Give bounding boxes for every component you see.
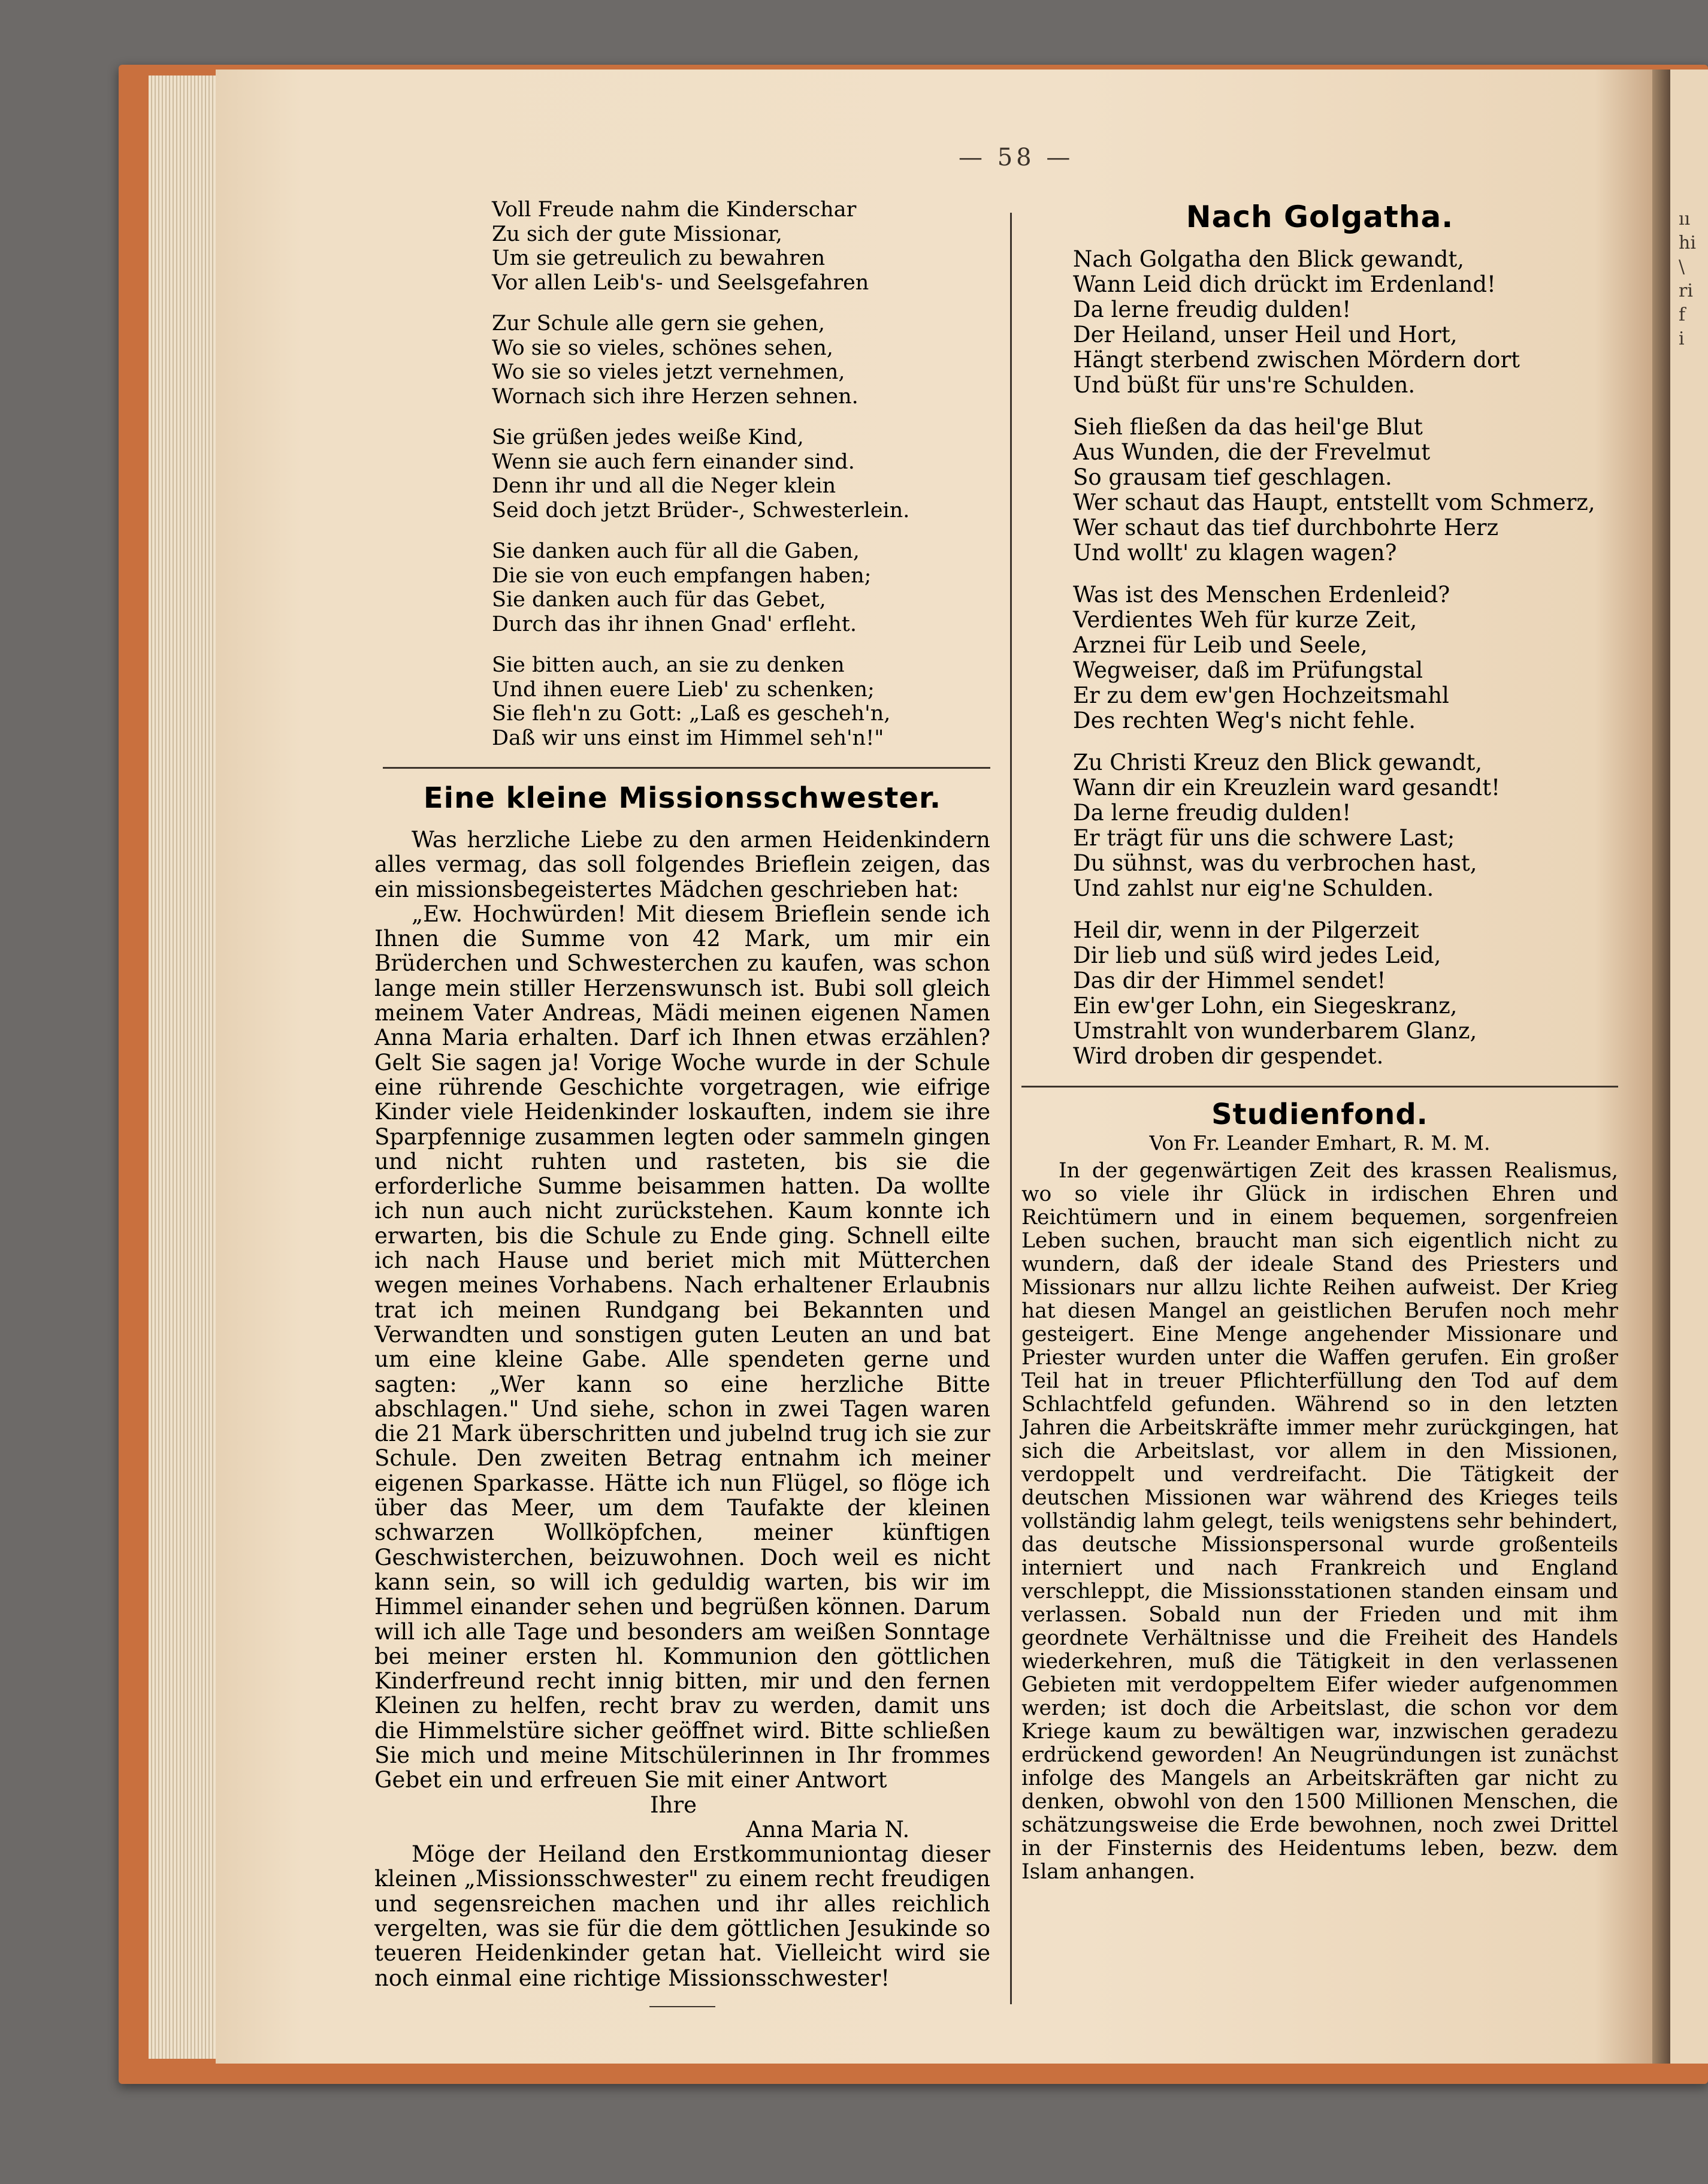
poem-line: Ein ew'ger Lohn, ein Siegeskranz, <box>1073 993 1458 1019</box>
poem-line: Sie danken auch für das Gebet, <box>492 588 826 612</box>
poem-line: Sie fleh'n zu Gott: „Laß es gescheh'n, <box>492 702 891 726</box>
poem-line: Sieh fließen da das heil'ge Blut <box>1073 414 1423 440</box>
poem-line: Was ist des Menschen Erdenleid? <box>1073 582 1450 608</box>
poem-line: Wann Leid dich drückt im Erdenland! <box>1073 271 1496 297</box>
next-page-fragment: f <box>1679 304 1686 325</box>
section-rule-right <box>1021 1086 1618 1088</box>
poem-line: Da lerne freudig dulden! <box>1073 800 1352 826</box>
poem-stanza <box>1073 415 1618 566</box>
poem-line: Und wollt' zu klagen wagen? <box>1073 540 1397 566</box>
poem-stanza <box>492 425 990 522</box>
poem-stanza <box>1073 582 1618 733</box>
poem-line: Des rechten Weg's nicht fehle. <box>1073 708 1416 733</box>
poem-line: Daß wir uns einst im Himmel seh'n!" <box>492 726 884 750</box>
byline: Von Fr. Leander Emhart, R. M. M. <box>1149 1131 1491 1155</box>
poem-line: Wann dir ein Kreuzlein ward gesandt! <box>1073 775 1501 801</box>
poem-line: Arznei für Leib und Seele, <box>1073 632 1368 658</box>
poem-line: Wo sie so vieles jetzt vernehmen, <box>492 360 845 384</box>
poem-line: Wenn sie auch fern einander sind. <box>492 449 855 474</box>
poem-line: Hängt sterbend zwischen Mördern dort <box>1073 347 1520 373</box>
column-divider <box>1010 213 1012 2004</box>
poem-line: Nach Golgatha den Blick gewandt, <box>1073 246 1465 272</box>
golgatha-poem <box>1021 247 1618 1069</box>
poem-line: Zu sich der gute Missionar, <box>492 222 782 246</box>
studienfond-title: Studienfond. <box>1211 1098 1428 1131</box>
studienfond-body <box>1021 1159 1618 1884</box>
article-paragraph: „Ew. Hochwürden! Mit diesem Brieflein sende ich Ihnen die Summe von 42 Mark, um mir ein Brüderchen und Schwesterchen zu kaufen, was schon lange mein stiller Herzenswunsch ist. Bubi soll gleich meinem Vater Andreas, Mädi meinen eigenen Namen Anna Maria erhalten. Darf ich Ihnen etwas erzählen? Gelt Sie sagen ja! Vorige Woche wurde in der Schule eine rührende Geschichte vorgetragen, wie eifrige Kinder viele Heidenkinder loskauften, indem sie ihre Sparpfennige zusammen legten oder sammeln gingen und nicht ruhten und rasteten, bis sie die erforderliche Summe beisammen hatten. Da wollte ich nun auch nicht zurückstehen. Kaum konnte ich erwarten, bis die Schule zu Ende ging. Schnell eilte ich nach Hause und beriet mich mit Mütterchen wegen meines Vorhabens. Nach erhaltener Erlaubnis trat ich meinen Rundgang bei Bekannten und Verwandten und sonstigen guten Leuten an und bat um eine kleine Gabe. Alle spendeten gerne und sagten: „Wer kann so eine herzliche Bitte abschlagen." Und siehe, schon in zwei Tagen waren die 21 Mark überschritten und jubelnd trug ich sie zur Schule. Den zweiten Betrag entnahm ich meiner eigenen Sparkasse. Hätte ich nun Flügel, so flöge ich über das Meer, um dem Taufakte der kleinen schwarzen Wollköpfchen, meiner künftigen Geschwisterchen, beizuwohnen. Doch weil es nicht kann sein, so will ich geduldig warten, bis wir im Himmel einander sehen und begrüßen können. Darum will ich alle Tage und besonders am weißen Sonntage bei meiner ersten hl. Kommunion den göttlichen Kinderfreund recht innig bitten, mir und den fernen Kleinen zu helfen, recht brav zu werden, damit uns die Himmelstüre sicher geöffnet wird. Bitte schließen Sie mich und meine Mitschülerinnen in Ihr frommes Gebet ein und erfreuen Sie mit einer Antwort <box>374 901 990 1793</box>
poem-line: Die sie von euch empfangen haben; <box>492 563 872 588</box>
poem-line: Wer schaut das Haupt, entstellt vom Schmerz, <box>1073 490 1595 515</box>
poem-line: Du sühnst, was du verbrochen hast, <box>1073 850 1477 876</box>
article-paragraph: Was herzliche Liebe zu den armen Heidenkindern alles vermag, das soll folgendes Brieflein zeigen, das ein missionsbegeistertes Mädchen geschrieben hat: <box>374 827 990 902</box>
poem-line: Umstrahlt von wunderbarem Glanz, <box>1073 1018 1477 1044</box>
next-page-fragment: ri <box>1679 280 1693 301</box>
end-rule <box>649 2006 715 2007</box>
next-page-fragment: i <box>1679 328 1685 349</box>
poem-line: So grausam tief geschlagen. <box>1073 464 1392 490</box>
poem-line: Zur Schule alle gern sie gehen, <box>492 312 826 336</box>
poem-line: Und büßt für uns're Schulden. <box>1073 372 1416 398</box>
poem-line: Durch das ihr ihnen Gnad' erfleht. <box>492 612 857 636</box>
poem-line: Wornach sich ihre Herzen sehnen. <box>492 384 858 409</box>
left-column <box>374 198 990 2007</box>
poem-line: Sie grüßen jedes weiße Kind, <box>492 425 804 449</box>
right-column <box>1021 198 1618 1884</box>
poem-stanza <box>492 653 990 750</box>
poem-line: Verdientes Weh für kurze Zeit, <box>1073 607 1417 633</box>
studienfond-text: In der gegenwärtigen Zeit des krassen Realismus, wo so viele ihr Glück in irdischen Ehren und Reichtümern und in einem bequemen, sorgenfreien Leben suchen, braucht man sich eigentlich nicht zu wundern, daß der ideale Stand des Priesters und Missionars nur allzu lichte Reihen aufweist. Der Krieg hat diesen Mangel an geistlichen Berufen noch mehr gesteigert. Eine Menge angehender Missionare und Priester wurden unter die Waffen gerufen. Ein großer Teil hat in treuer Pflichterfüllung den Tod auf dem Schlachtfeld gefunden. Während so in den letzten Jahren die Arbeitskräfte immer mehr zurückgingen, hat sich die Arbeitslast, vor allem in den Missionen, verdoppelt und verdreifacht. Die Tätigkeit der deutschen Missionen war während des Krieges teils vollständig lahm gelegt, teils wenigstens sehr behindert, das deutsche Missionspersonal wurde großenteils interniert und nach Frankreich und England verschleppt, die Missionsstationen standen einsam und verlassen. Sobald nun der Frieden und mit ihm geordnete Verhältnisse und die Freiheit des Handels wiederkehren, muß die Tätigkeit in den verlassenen Gebieten mit verdoppeltem Eifer wieder aufgenommen werden; ist doch die Arbeitslast, die schon vor dem Kriege kaum zu bewältigen war, inzwischen geradezu erdrückend geworden! An Neugründungen ist zunächst infolge des Mangels an Arbeitskräften gar nicht zu denken, obwohl von den 1500 Millionen Menschen, die schätzungsweise die Erde bewohnen, noch zwei Drittel in der Finsternis des Heidentums leben, bezw. dem Islam anhangen. <box>1021 1159 1618 1884</box>
poem-line: Heil dir, wenn in der Pilgerzeit <box>1073 917 1419 943</box>
poem-stanza <box>1073 247 1618 398</box>
poem-line: Und zahlst nur eig'ne Schulden. <box>1073 875 1434 901</box>
article-title: Eine kleine Missionsschwester. <box>423 781 942 815</box>
poem-stanza <box>492 539 990 636</box>
signature: Anna Maria N. <box>746 1816 910 1842</box>
book-gutter <box>1652 70 1670 2064</box>
poem-line: Er trägt für uns die schwere Last; <box>1073 825 1455 851</box>
poem-line: Aus Wunden, die der Frevelmut <box>1073 439 1431 465</box>
poem-line: Der Heiland, unser Heil und Hort, <box>1073 322 1458 348</box>
page-number: — 58 — <box>959 144 1074 171</box>
poem-line: Seid doch jetzt Brüder-, Schwesterlein. <box>492 498 910 522</box>
poem-line: Und ihnen euere Lieb' zu schenken; <box>492 677 875 702</box>
final-paragraph: Möge der Heiland den Erstkommuniontag dieser kleinen „Missionsschwester" zu einem recht freudigen und segensreichen machen und ihr alles reichlich vergelten, was sie für die dem göttlichen Jesukinde so teueren Heidenkinder getan hat. Vielleicht wird sie noch einmal eine richtige Missionsschwester! <box>374 1841 990 1991</box>
poem-stanza <box>1073 918 1618 1069</box>
poem-line: Sie danken auch für all die Gaben, <box>492 539 860 563</box>
poem-stanza <box>492 198 990 295</box>
article-body <box>374 827 990 1793</box>
poem-line: Wird droben dir gespendet. <box>1073 1043 1384 1069</box>
poem-line: Zu Christi Kreuz den Blick gewandt, <box>1073 750 1483 775</box>
poem-line: Da lerne freudig dulden! <box>1073 297 1352 322</box>
poem-line: Um sie getreulich zu bewahren <box>492 246 826 270</box>
article-final-paragraph <box>374 1842 990 1990</box>
next-page-edge <box>1670 70 1708 2064</box>
poem-stanza <box>492 312 990 409</box>
poem-line: Wegweiser, daß im Prüfungstal <box>1073 657 1423 683</box>
next-page-fragment: hi <box>1679 232 1696 253</box>
poem-line: Er zu dem ew'gen Hochzeitsmahl <box>1073 682 1449 708</box>
missionary-poem <box>374 198 990 750</box>
poem-line: Sie bitten auch, an sie zu denken <box>492 653 845 677</box>
poem-stanza <box>1073 750 1618 901</box>
closing-word: Ihre <box>650 1792 697 1818</box>
poem-line: Vor allen Leib's- und Seelsgefahren <box>492 270 869 295</box>
next-page-fragment: ıı <box>1679 209 1691 229</box>
poem-line: Wo sie so vieles, schönes sehen, <box>492 336 833 360</box>
section-rule <box>383 767 990 769</box>
poem-line: Das dir der Himmel sendet! <box>1073 968 1386 993</box>
poem-line: Voll Freude nahm die Kinderschar <box>492 198 857 222</box>
poem-title: Nach Golgatha. <box>1186 200 1454 234</box>
poem-line: Denn ihr und all die Neger klein <box>492 474 836 498</box>
letter-closing <box>374 1793 990 1842</box>
poem-line: Dir lieb und süß wird jedes Leid, <box>1073 943 1441 968</box>
next-page-fragment: \ <box>1679 256 1685 277</box>
poem-line: Wer schaut das tief durchbohrte Herz <box>1073 515 1499 540</box>
